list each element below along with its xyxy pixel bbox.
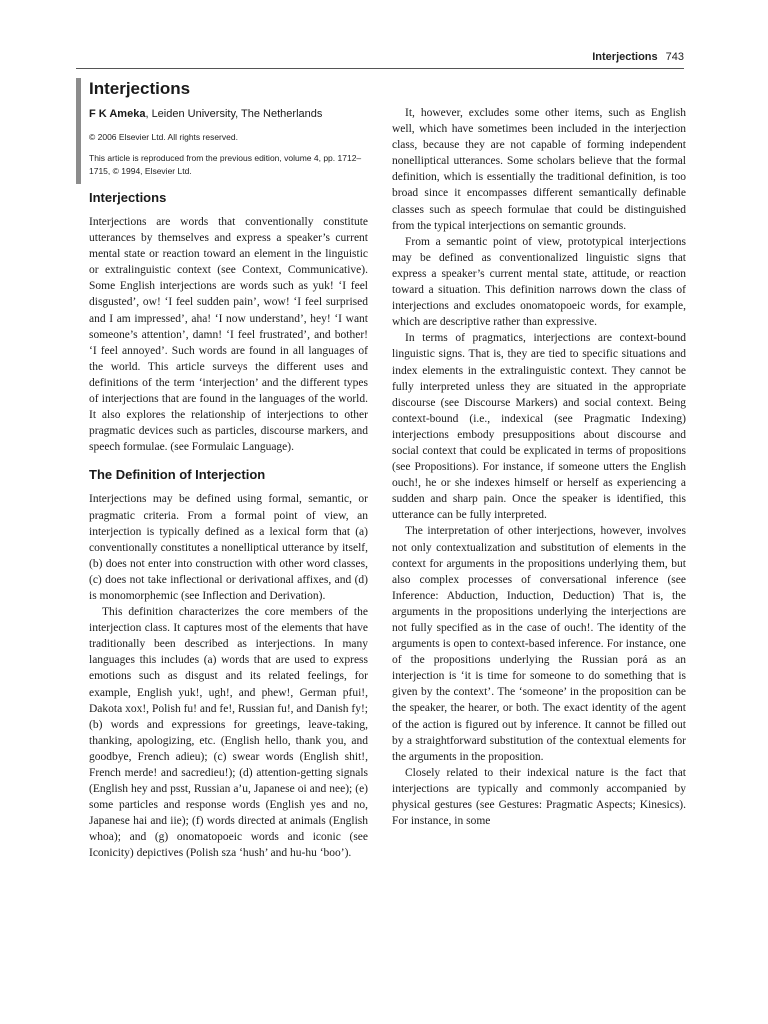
- paragraph-intro: Interjections are words that conventionally constitute utterances by themselves and express a speaker’s current mental state or reaction toward an element in the linguistic or extralinguistic context (see Context, Communicative). Some English interjections are words such as yuk! ‘I feel disgusted’, ow! ‘I feel sudden pain’, wow! ‘I feel surprised and I am impressed’, aha! ‘I now understand’, hey! ‘I want someone’s attention’, damn! ‘I feel frustrated’, and bother! ‘I feel annoyed’. Such words are found in all languages of the world. This article surveys the different uses and definitions of the term ‘interjection’ and the different types of interjections that are found in the languages of the world. It also explores the relationship of interjections to other pragmatic devices such as particles, discourse markers, and speech formulae. (see Formulaic Language).: [89, 216, 368, 454]
- paragraph-semantic: From a semantic point of view, prototypical interjections may be defined as conventionalized linguistic signs that express a speaker’s current mental state, attitude, or reaction toward a situation. This definition narrows down the class of interjections and excludes onomatopoeic words, for example, which are descriptive rather than expressive.: [392, 235, 686, 329]
- header-rule: [76, 68, 684, 69]
- running-head: [592, 51, 684, 63]
- author-line: [89, 107, 368, 121]
- copyright-notice: © 2006 Elsevier Ltd. All rights reserved.: [89, 132, 238, 142]
- section-heading-definition: The Definition of Interjection: [89, 467, 266, 483]
- right-column: [392, 105, 686, 829]
- running-head-title: Interjections: [592, 51, 658, 63]
- paragraph-exclusions: It, however, excludes some other items, such as English well, which have sometimes been included in the interjection class, because they are not capable of forming independent nonelliptical utterances. Some scholars believe that the formal definition, which is essentially the traditional definition, is too broad since it encompasses different semantically definable classes such as speech formulae that could be distinguished from the typical interjections on semantic grounds.: [392, 107, 686, 232]
- paragraph-gestures: Closely related to their indexical nature is the fact that interjections are typically and commonly accompanied by physical gestures (see Gestures: Pragmatic Aspects; Kinesics). For instance, in some: [392, 766, 686, 828]
- author-name: F K Ameka: [89, 108, 146, 120]
- paragraph-definition: Interjections may be defined using formal, semantic, or pragmatic criteria. From a formal point of view, an interjection is typically defined as a lexical form that (a) conventionally constitutes a nonelliptical utterance by itself, (b) does not enter into construction with other word classes, (c) does not take inflectional or derivational affixes, and (d) is monomorphemic (see Inflection and Derivation).: [89, 493, 368, 602]
- title-side-bar: [76, 78, 81, 184]
- paragraph-core-members: This definition characterizes the core members of the interjection class. It captures most of the elements that have traditionally been described as interjections. In many languages this includes (a) words that are used to express emotions such as disgust and its related feelings, for example, English yuk!, ugh!, and phew!, German pfui!, Dakota xox!, Polish fu! and fe!, Russian fu!, and Danish fy!; (b) words and expressions for greetings, leave-taking, thanking, apologizing, etc. (English hello, thank you, and goodbye, French adieu); (c) swear words (English shit!, French merde! and sacredieu!); (d) attention-getting signals (English hey and psst, Russian a’u, Japanese oi and nee); (e) some particles and response words (English yes and no, Japanese hai and iie); (f) words directed at animals (English whoa); and (g) onomatopoeic words and iconic (see Iconicity) depictives (Polish sza ‘hush’ and hu-hu ‘boo’).: [89, 606, 368, 860]
- reproduced-note: This article is reproduced from the previous edition, volume 4, pp. 1712–1715, © 1994, Elsevier Ltd.: [89, 153, 362, 176]
- author-affiliation: , Leiden University, The Netherlands: [145, 108, 323, 120]
- article-title: Interjections: [89, 79, 191, 98]
- section-heading-interjections: Interjections: [89, 190, 167, 205]
- page-number: 743: [665, 51, 684, 63]
- paragraph-interpretation: The interpretation of other interjections, however, involves not only contextualization and substitution of elements in the context for arguments in the propositions underlying them, but also complex processes of conversational inference (see Inference: Abduction, Induction, Deduction) That is, the arguments in the propositions underlying the interjections are not fully specified as in the case of ouch!. The identity of the arguments is open to context-based inference. For instance, one of the propositions underlying the Russian porá as an interjection is ‘it is time for someone to do something that is given by the context’. The ‘someone’ in the proposition can be the speaker, the hearer, or both. The exact identity of the agent of the action is figured out by inference. It cannot be filled out by a straightforward substitution of the contextual elements for the arguments in the proposition.: [392, 525, 686, 763]
- left-column: [89, 78, 368, 862]
- paragraph-pragmatic: In terms of pragmatics, interjections are context-bound linguistic signs. That is, they are tied to specific situations and index elements in the extralinguistic context. They cannot be fully interpreted unless they are situated in the appropriate discourse (see Discourse Markers) and social context. Being context-bound (i.e., indexical (see Pragmatic Indexing) interjections embody presuppositions about discourse and social context that could be explicated in terms of propositions (see Propositions). For instance, if someone utters the English ouch!, he or she indexes himself or herself as experiencing a sudden and sharp pain. Once the speaker is identified, this utterance can be fully interpreted.: [392, 332, 686, 522]
